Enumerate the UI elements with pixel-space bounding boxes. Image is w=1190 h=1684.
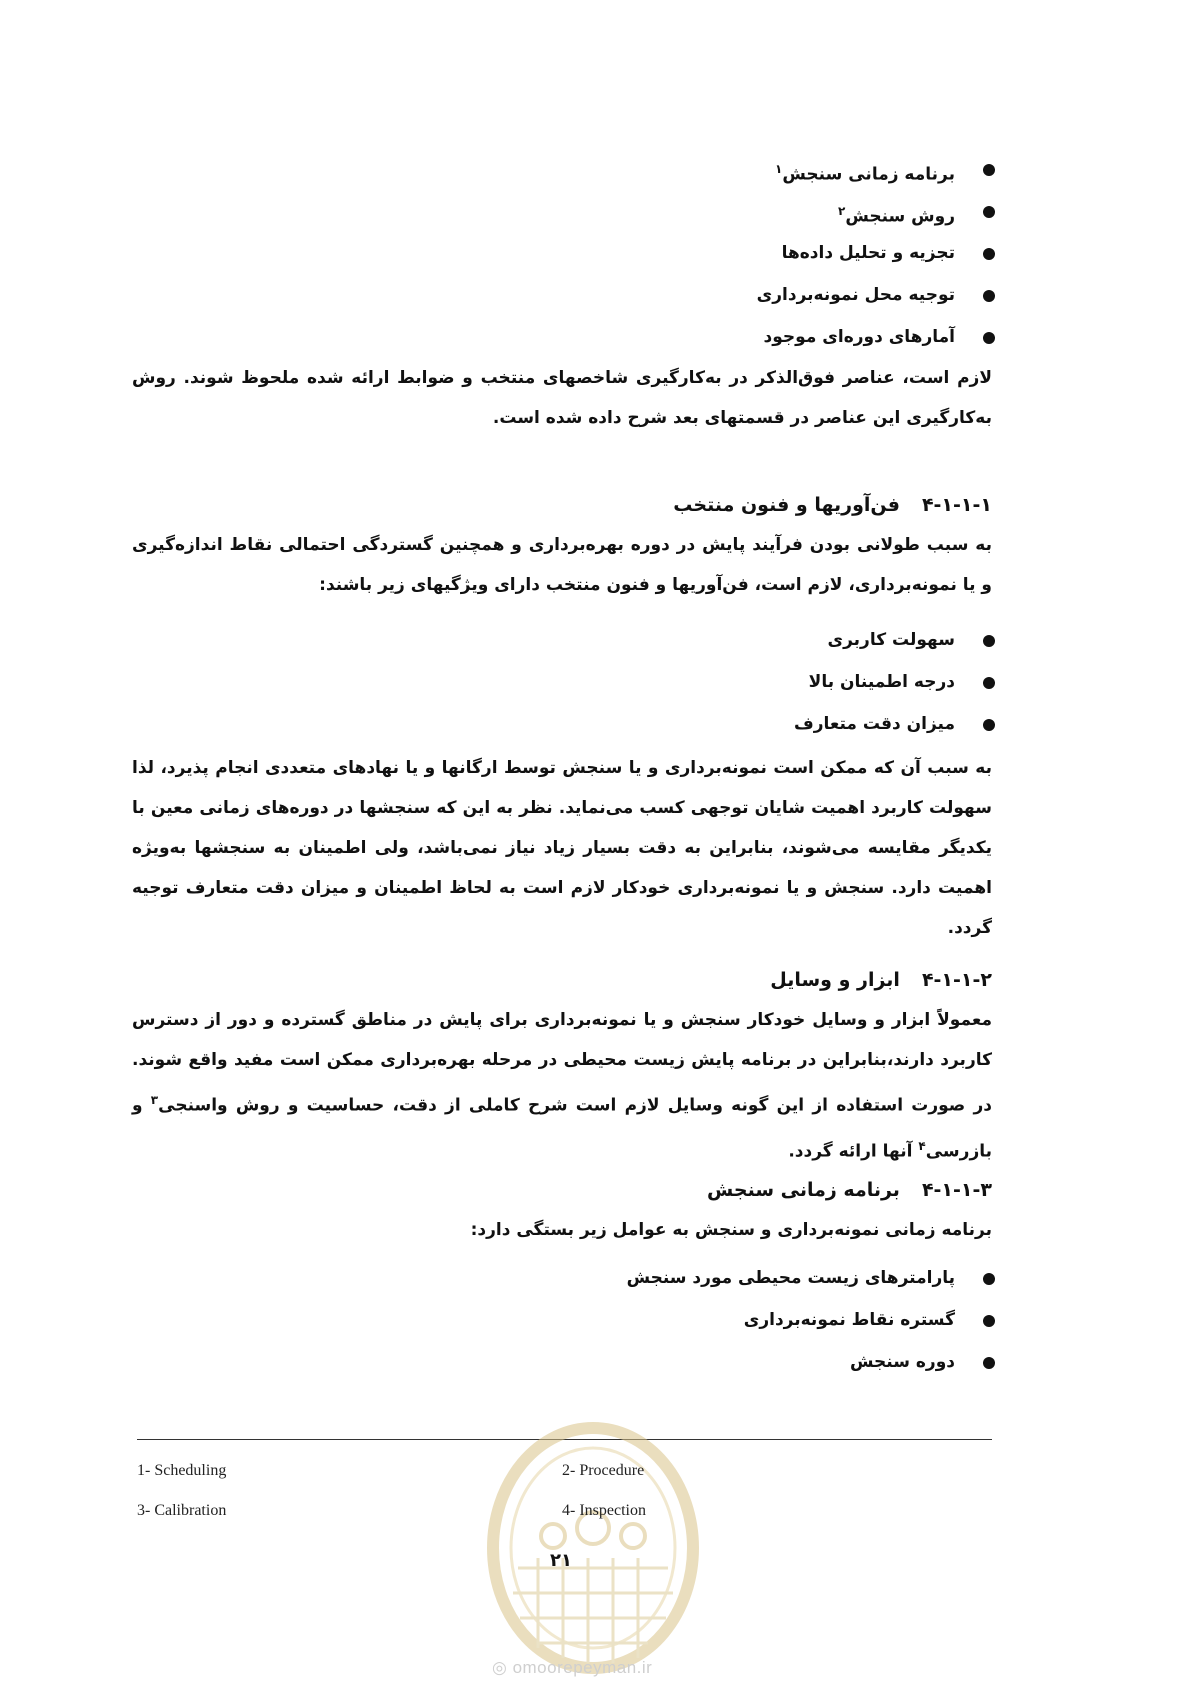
list-item: توجیه محل نمونه‌برداری	[757, 274, 955, 316]
section-intro: برنامه زمانی نمونه‌برداری و سنجش به عوامل زیر بستگی دارد:	[470, 1220, 992, 1240]
list-item: درجه اطمینان بالا	[794, 661, 955, 703]
globe-icon: ◎	[492, 1658, 513, 1677]
bullet-icon	[983, 1315, 995, 1327]
page-number: ۲۱	[550, 1550, 572, 1571]
section-title: فن‌آوریها و فنون منتخب	[673, 494, 900, 516]
section-title: ابزار و وسایل	[770, 969, 900, 991]
section-heading	[132, 485, 992, 525]
intro-paragraph: لازم است، عناصر فوق‌الذکر در به‌کارگیری شاخصهای منتخب و ضوابط ارائه شده ملحوظ شوند. روش به‌کارگیری این عناصر در قسمتهای بعد شرح داده شده است.	[132, 368, 992, 428]
footnote-1: 1- Scheduling	[137, 1462, 227, 1479]
list-item: تجزیه و تحلیل داده‌ها	[757, 232, 955, 274]
bullet-icon	[983, 206, 995, 218]
watermark-logo-icon	[478, 1418, 708, 1678]
section-heading	[132, 1170, 992, 1210]
list-item: پارامترهای زیست محیطی مورد سنجش	[627, 1257, 955, 1299]
footnote-4: 4- Inspection	[562, 1502, 646, 1519]
bullet-icon	[983, 677, 995, 689]
footnote-ref: ۳	[150, 1093, 159, 1107]
section-title: برنامه زمانی سنجش	[707, 1179, 900, 1201]
bullet-icon	[983, 290, 995, 302]
list-item: روش سنجش$^۲$	[757, 190, 955, 232]
section-intro: به سبب طولانی بودن فرآیند پایش در دوره بهره‌برداری و همچنین گستردگی احتمالی نقاط اندازه‌گیری و یا نمونه‌برداری، لازم است، فن‌آوریها و فنون منتخب دارای ویژگیهای زیر باشند:	[132, 535, 992, 595]
list-item: سهولت کاربری	[794, 619, 955, 661]
list-item: میزان دقت متعارف	[794, 703, 955, 745]
list-item: دوره سنجش	[627, 1341, 955, 1383]
bullet-icon	[983, 1273, 995, 1285]
section-number: ۴-۱-۱-۱	[921, 494, 992, 516]
bullet-icon	[983, 164, 995, 176]
features-list	[794, 619, 955, 745]
section-body: معمولاً ابزار و وسایل خودکار سنجش و یا نمونه‌برداری برای پایش در مناطق گسترده و دور از دسترس کاربرد دارند،بنابراین در برنامه پایش زیست محیطی در مرحله بهره‌برداری ممکن است مفید واقع شوند. در صورت استفاده از این گونه وسایل لازم است شرح کاملی از دقت، حساسیت و روش واسنجی$^۳$ و بازرسی$^۴$ آنها ارائه گردد.	[132, 1010, 992, 1162]
section-heading	[132, 960, 992, 1000]
factors-list	[627, 1257, 955, 1383]
list-item: گستره نقاط نمونه‌برداری	[627, 1299, 955, 1341]
footnote-3: 3- Calibration	[137, 1502, 227, 1519]
list-item: برنامه زمانی سنجش$^۱$	[757, 148, 955, 190]
section-number: ۴-۱-۱-۳	[921, 1179, 992, 1201]
list-item: آمارهای دوره‌ای موجود	[757, 316, 955, 358]
footnote-ref: ۲	[838, 204, 846, 218]
footnote-ref: ۱	[775, 162, 783, 176]
bullet-icon	[983, 332, 995, 344]
requirements-list	[757, 148, 955, 358]
site-watermark: ◎ omoorepeyman.ir	[492, 1658, 653, 1677]
section-number: ۴-۱-۱-۲	[921, 969, 992, 991]
bullet-icon	[983, 635, 995, 647]
bullet-icon	[983, 248, 995, 260]
footnote-ref: ۴	[918, 1138, 926, 1153]
bullet-icon	[983, 1357, 995, 1369]
bullet-icon	[983, 719, 995, 731]
section-body: به سبب آن که ممکن است نمونه‌برداری و یا سنجش توسط ارگانها و یا نهادهای متعددی انجام پذیرد، لذا سهولت کاربرد اهمیت شایان توجهی کسب می‌نماید. نظر به این که سنجشها در دوره‌های زمانی معین با یکدیگر مقایسه می‌شوند، بنابراین به دقت بسیار زیاد نیاز نمی‌باشد، ولی اطمینان به سنجشها به‌ویژه اهمیت دارد. سنجش و یا نمونه‌برداری خودکار لازم است به لحاظ اطمینان و میزان دقت متعارف توجیه گردد.	[132, 758, 992, 938]
footnote-2: 2- Procedure	[562, 1462, 645, 1479]
